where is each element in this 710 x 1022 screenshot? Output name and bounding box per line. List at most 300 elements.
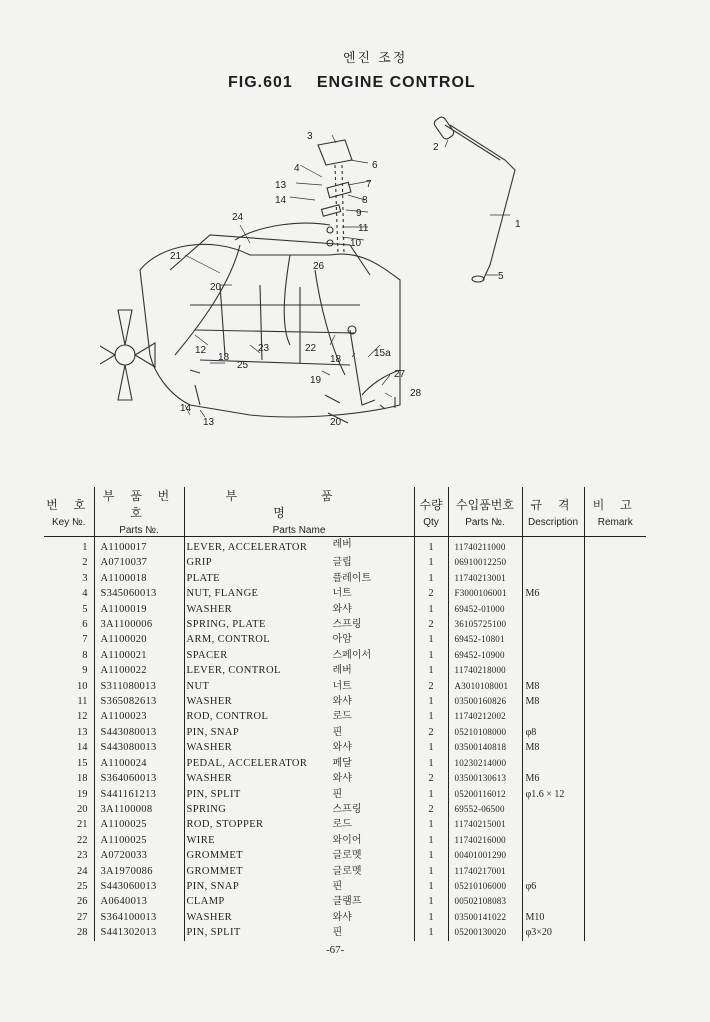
- cell-remark: [584, 537, 646, 556]
- cell-key: 18: [44, 771, 94, 786]
- cell-supplier-no: 10230214000: [448, 756, 522, 771]
- callout-label: 8: [362, 195, 368, 206]
- cell-supplier-no: 36105725100: [448, 617, 522, 632]
- cell-remark: [584, 632, 646, 647]
- cell-part-no: S443080013: [94, 725, 184, 740]
- cell-spec: [522, 537, 584, 556]
- cell-key: 26: [44, 894, 94, 909]
- cell-name: [184, 663, 414, 678]
- cell-part-no: S364060013: [94, 771, 184, 786]
- cell-part-no: S345060013: [94, 586, 184, 601]
- cell-name-en: PIN, SNAP: [186, 726, 240, 738]
- cell-supplier-no: 69552-06500: [448, 802, 522, 817]
- header-part-no: 부 품 번 호 Parts №.: [94, 487, 184, 537]
- table-row: [44, 694, 646, 709]
- table-row: [44, 740, 646, 755]
- table-row: [44, 802, 646, 817]
- cell-qty: 2: [414, 725, 448, 740]
- cell-part-no: A0710037: [94, 555, 184, 570]
- table-header-row: [44, 487, 646, 537]
- cell-part-no: S311080013: [94, 679, 184, 694]
- cell-key: 25: [44, 879, 94, 894]
- cell-key: 1: [44, 537, 94, 556]
- cell-spec: [522, 648, 584, 663]
- cell-qty: 1: [414, 925, 448, 940]
- cell-part-no: S443060013: [94, 879, 184, 894]
- cell-part-no: A0720033: [94, 848, 184, 863]
- cell-name-ko: 와샤: [332, 603, 352, 615]
- cell-part-no: S443080013: [94, 740, 184, 755]
- cell-name-ko: 핀: [332, 927, 343, 939]
- cell-part-no: A1100019: [94, 602, 184, 617]
- cell-remark: [584, 910, 646, 925]
- cell-remark: [584, 848, 646, 863]
- callout-label: 15a: [374, 348, 391, 359]
- callout-label: 7: [366, 179, 372, 190]
- cell-spec: φ1.6 × 12: [522, 787, 584, 802]
- cell-qty: 2: [414, 586, 448, 601]
- cell-name: [184, 725, 414, 740]
- cell-remark: [584, 894, 646, 909]
- cell-name: [184, 694, 414, 709]
- cell-spec: [522, 663, 584, 678]
- cell-supplier-no: 11740213001: [448, 571, 522, 586]
- cell-name: [184, 586, 414, 601]
- cell-spec: φ3×20: [522, 925, 584, 940]
- cell-qty: 2: [414, 617, 448, 632]
- cell-supplier-no: 11740218000: [448, 663, 522, 678]
- callout-label: 10: [350, 238, 362, 249]
- cell-qty: 1: [414, 740, 448, 755]
- callout-label: 23: [258, 343, 270, 354]
- cell-remark: [584, 709, 646, 724]
- cell-name: [184, 648, 414, 663]
- cell-key: 21: [44, 817, 94, 832]
- cell-qty: 1: [414, 787, 448, 802]
- cell-name-ko: 글로멧: [332, 865, 362, 877]
- cell-remark: [584, 879, 646, 894]
- callout-label: 18: [330, 354, 342, 365]
- page-number: -67-: [326, 944, 345, 956]
- cell-supplier-no: 11740211000: [448, 537, 522, 556]
- cell-spec: [522, 617, 584, 632]
- engine-block-outline: [140, 244, 400, 417]
- cell-spec: [522, 571, 584, 586]
- callout-label: 3: [307, 131, 313, 142]
- cell-name-en: GRIP: [186, 557, 213, 569]
- cell-spec: M6: [522, 771, 584, 786]
- callout-label: 11: [358, 223, 369, 234]
- cell-name: [184, 864, 414, 879]
- cell-key: 20: [44, 802, 94, 817]
- cell-name: [184, 571, 414, 586]
- cell-supplier-no: A3010108001: [448, 679, 522, 694]
- cell-name: [184, 925, 414, 940]
- cell-name-ko: 로드: [332, 819, 352, 831]
- cell-name-ko: 스프링: [332, 803, 362, 815]
- cell-supplier-no: 03500130613: [448, 771, 522, 786]
- cell-remark: [584, 648, 646, 663]
- cell-part-no: A0640013: [94, 894, 184, 909]
- cell-spec: [522, 709, 584, 724]
- cell-name-en: SPACER: [186, 649, 228, 661]
- cell-part-no: S364100013: [94, 910, 184, 925]
- cell-spec: φ6: [522, 879, 584, 894]
- cell-name-ko: 너트: [332, 588, 352, 600]
- cell-name: [184, 679, 414, 694]
- table-row: [44, 848, 646, 863]
- cell-key: 6: [44, 617, 94, 632]
- table-row: [44, 709, 646, 724]
- cell-qty: 1: [414, 648, 448, 663]
- callout-label: 27: [394, 369, 406, 380]
- cell-qty: 1: [414, 756, 448, 771]
- table-row: [44, 787, 646, 802]
- cell-spec: [522, 602, 584, 617]
- table-row: [44, 648, 646, 663]
- cell-key: 28: [44, 925, 94, 940]
- cell-name: [184, 879, 414, 894]
- parts-table: [44, 487, 646, 941]
- header-key: 번 호 Key №.: [44, 487, 94, 537]
- cell-name: [184, 910, 414, 925]
- cell-qty: 2: [414, 771, 448, 786]
- cell-remark: [584, 571, 646, 586]
- cell-part-no: 3A1100008: [94, 802, 184, 817]
- figure-title: [228, 74, 476, 92]
- table-row: [44, 679, 646, 694]
- cell-name: [184, 894, 414, 909]
- cell-name: [184, 787, 414, 802]
- table-row: [44, 894, 646, 909]
- cell-name-en: ARM, CONTROL: [186, 634, 271, 646]
- cell-spec: [522, 833, 584, 848]
- cell-name-en: PLATE: [186, 572, 220, 584]
- cell-qty: 1: [414, 879, 448, 894]
- callout-label: 21: [170, 251, 182, 262]
- cell-remark: [584, 833, 646, 848]
- cell-name-ko: 와샤: [332, 773, 352, 785]
- callout-label: 26: [313, 261, 325, 272]
- cell-name-en: NUT: [186, 680, 210, 692]
- table-row: [44, 537, 646, 556]
- cell-supplier-no: 11740217001: [448, 864, 522, 879]
- cell-key: 4: [44, 586, 94, 601]
- cell-remark: [584, 864, 646, 879]
- cell-supplier-no: 00401001290: [448, 848, 522, 863]
- cell-name-en: WASHER: [186, 773, 233, 785]
- callout-label: 4: [294, 163, 300, 174]
- callout-label: 25: [237, 360, 249, 371]
- callout-label: 20: [330, 417, 342, 428]
- cell-remark: [584, 602, 646, 617]
- grip-drawing: [433, 116, 455, 141]
- cell-name-ko: 글로멧: [332, 850, 362, 862]
- cell-name-en: WIRE: [186, 834, 215, 846]
- cell-qty: 1: [414, 864, 448, 879]
- cell-spec: M6: [522, 586, 584, 601]
- cell-name-ko: 스프링: [332, 619, 362, 631]
- cell-qty: 1: [414, 694, 448, 709]
- cell-supplier-no: 05200116012: [448, 787, 522, 802]
- cell-remark: [584, 555, 646, 570]
- cell-qty: 1: [414, 709, 448, 724]
- cell-qty: 1: [414, 833, 448, 848]
- callout-label: 2: [433, 142, 439, 153]
- figure-title-english: ENGINE CONTROL: [316, 74, 476, 91]
- cell-spec: [522, 817, 584, 832]
- cell-name-en: PEDAL, ACCELERATOR: [186, 757, 308, 769]
- cell-name-ko: 로드: [332, 711, 352, 723]
- cell-supplier-no: 11740215001: [448, 817, 522, 832]
- cell-remark: [584, 679, 646, 694]
- cell-key: 2: [44, 555, 94, 570]
- cell-name-en: GROMMET: [186, 850, 243, 862]
- cell-name-en: SPRING: [186, 803, 227, 815]
- table-row: [44, 771, 646, 786]
- table-row: [44, 817, 646, 832]
- cell-name: [184, 555, 414, 570]
- cell-spec: [522, 555, 584, 570]
- cell-name-ko: 아암: [332, 634, 352, 646]
- cell-part-no: A1100025: [94, 817, 184, 832]
- cell-name: [184, 771, 414, 786]
- cell-key: 3: [44, 571, 94, 586]
- cell-part-no: S365082613: [94, 694, 184, 709]
- cell-name-en: WASHER: [186, 911, 233, 923]
- cell-name: [184, 848, 414, 863]
- cell-remark: [584, 771, 646, 786]
- cell-part-no: A1100024: [94, 756, 184, 771]
- cell-spec: φ8: [522, 725, 584, 740]
- cell-name-en: ROD, STOPPER: [186, 819, 264, 831]
- cell-qty: 2: [414, 802, 448, 817]
- cell-part-no: A1100025: [94, 833, 184, 848]
- cell-supplier-no: 11740212002: [448, 709, 522, 724]
- cell-spec: [522, 864, 584, 879]
- cell-name-ko: 와샤: [332, 742, 352, 754]
- cell-remark: [584, 617, 646, 632]
- cell-name-ko: 핀: [332, 880, 343, 892]
- cell-key: 12: [44, 709, 94, 724]
- cell-name-ko: 글립: [332, 557, 352, 569]
- callout-label: 5: [498, 271, 504, 282]
- cell-qty: 1: [414, 571, 448, 586]
- header-supplier-no: 수입품번호 Parts №.: [448, 487, 522, 537]
- cell-supplier-no: 69452-10801: [448, 632, 522, 647]
- parts-table-body: [44, 537, 646, 941]
- callout-label: 19: [310, 375, 322, 386]
- cell-name-en: LEVER, ACCELERATOR: [186, 542, 308, 553]
- cell-remark: [584, 663, 646, 678]
- table-row: [44, 586, 646, 601]
- cell-key: 9: [44, 663, 94, 678]
- cell-spec: [522, 802, 584, 817]
- cell-spec: [522, 894, 584, 909]
- cell-spec: M8: [522, 679, 584, 694]
- cell-part-no: A1100020: [94, 632, 184, 647]
- cell-supplier-no: 03500140818: [448, 740, 522, 755]
- cell-part-no: S441302013: [94, 925, 184, 940]
- cell-name: [184, 756, 414, 771]
- cell-name-en: WASHER: [186, 742, 233, 754]
- cell-remark: [584, 787, 646, 802]
- table-row: [44, 632, 646, 647]
- header-spec: 규 격 Description: [522, 487, 584, 537]
- cell-name-ko: 클램프: [332, 896, 362, 908]
- cell-remark: [584, 925, 646, 940]
- cell-part-no: A1100017: [94, 537, 184, 556]
- callout-label: 12: [195, 345, 207, 356]
- figure-number: FIG.601: [228, 74, 293, 91]
- callout-label: 13: [203, 417, 215, 428]
- cell-name: [184, 802, 414, 817]
- callout-label: 14: [275, 195, 287, 206]
- cell-name: [184, 740, 414, 755]
- cell-remark: [584, 586, 646, 601]
- cell-name-en: PIN, SNAP: [186, 880, 240, 892]
- cell-key: 5: [44, 602, 94, 617]
- header-remark: 비 고 Remark: [584, 487, 646, 537]
- cell-key: 14: [44, 740, 94, 755]
- cell-supplier-no: 00502108083: [448, 894, 522, 909]
- cell-key: 27: [44, 910, 94, 925]
- cell-supplier-no: 11740216000: [448, 833, 522, 848]
- cell-qty: 1: [414, 848, 448, 863]
- title-korean: 엔진 조정: [343, 51, 408, 66]
- callout-label: 1: [515, 219, 521, 230]
- cell-name-ko: 너트: [332, 680, 352, 692]
- cell-remark: [584, 802, 646, 817]
- cell-supplier-no: 06910012250: [448, 555, 522, 570]
- table-row: [44, 925, 646, 940]
- cell-name-en: SPRING, PLATE: [186, 619, 266, 631]
- cell-name-ko: 와샤: [332, 911, 352, 923]
- callout-label: 6: [372, 160, 378, 171]
- cell-key: 8: [44, 648, 94, 663]
- cell-key: 22: [44, 833, 94, 848]
- cell-name-ko: 스페이서: [332, 649, 372, 661]
- cell-qty: 1: [414, 910, 448, 925]
- cell-key: 10: [44, 679, 94, 694]
- cell-remark: [584, 694, 646, 709]
- cell-part-no: 3A1970086: [94, 864, 184, 879]
- accelerator-pedal-drawing: [350, 330, 400, 405]
- cell-name-en: CLAMP: [186, 896, 225, 908]
- table-row: [44, 756, 646, 771]
- cell-name: [184, 632, 414, 647]
- cell-remark: [584, 756, 646, 771]
- cell-part-no: A1100023: [94, 709, 184, 724]
- cell-remark: [584, 740, 646, 755]
- cell-part-no: A1100021: [94, 648, 184, 663]
- cell-key: 23: [44, 848, 94, 863]
- table-row: [44, 602, 646, 617]
- diagram-callouts: [170, 131, 521, 428]
- callout-label: 9: [356, 208, 362, 219]
- cell-key: 19: [44, 787, 94, 802]
- header-name: 부 품 명 Parts Name: [184, 487, 414, 537]
- table-row: [44, 864, 646, 879]
- cell-qty: 2: [414, 679, 448, 694]
- cell-qty: 1: [414, 894, 448, 909]
- callout-label: 18: [218, 352, 230, 363]
- cell-name-en: WASHER: [186, 696, 233, 708]
- cell-name: [184, 537, 414, 556]
- cell-supplier-no: 03500141022: [448, 910, 522, 925]
- callout-label: 24: [232, 212, 244, 223]
- cell-name-ko: 레버: [332, 665, 352, 677]
- cell-name-ko: 페달: [332, 757, 352, 769]
- cell-name: [184, 617, 414, 632]
- cell-name-ko: 와샤: [332, 696, 352, 708]
- cell-name-en: PIN, SPLIT: [186, 788, 241, 800]
- engine-control-diagram: [100, 105, 620, 435]
- cell-part-no: A1100018: [94, 571, 184, 586]
- cell-supplier-no: 05210108000: [448, 725, 522, 740]
- header-qty: 수량 Qty: [414, 487, 448, 537]
- cell-name-ko: 플레이트: [332, 572, 372, 584]
- cell-name-ko: 핀: [332, 788, 343, 800]
- cell-spec: M10: [522, 910, 584, 925]
- table-row: [44, 617, 646, 632]
- cell-supplier-no: 03500160826: [448, 694, 522, 709]
- callout-label: 22: [305, 343, 317, 354]
- callout-label: 28: [410, 388, 422, 399]
- cell-key: 11: [44, 694, 94, 709]
- table-row: [44, 663, 646, 678]
- cell-spec: [522, 848, 584, 863]
- cell-spec: M8: [522, 740, 584, 755]
- plate-drawing: [318, 140, 352, 165]
- cell-supplier-no: 69452-01000: [448, 602, 522, 617]
- cell-name-en: PIN, SPLIT: [186, 927, 241, 939]
- cell-qty: 1: [414, 537, 448, 556]
- cell-part-no: 3A1100006: [94, 617, 184, 632]
- callout-label: 14: [180, 403, 192, 414]
- callout-label: 13: [275, 180, 287, 191]
- cell-remark: [584, 817, 646, 832]
- cell-supplier-no: 05200130020: [448, 925, 522, 940]
- cell-name-en: GROMMET: [186, 865, 243, 877]
- cell-name-en: ROD, CONTROL: [186, 711, 269, 723]
- callout-label: 20: [210, 282, 222, 293]
- table-row: [44, 725, 646, 740]
- cell-qty: 1: [414, 632, 448, 647]
- cell-qty: 1: [414, 555, 448, 570]
- table-row: [44, 833, 646, 848]
- cell-name: [184, 602, 414, 617]
- table-row: [44, 571, 646, 586]
- cell-supplier-no: F3000106001: [448, 586, 522, 601]
- cell-qty: 1: [414, 602, 448, 617]
- cell-key: 13: [44, 725, 94, 740]
- cell-name-en: LEVER, CONTROL: [186, 665, 281, 677]
- cell-name: [184, 817, 414, 832]
- cell-supplier-no: 05210106000: [448, 879, 522, 894]
- cell-part-no: A1100022: [94, 663, 184, 678]
- cell-key: 15: [44, 756, 94, 771]
- cell-spec: [522, 632, 584, 647]
- cell-name-en: WASHER: [186, 603, 233, 615]
- cell-key: 24: [44, 864, 94, 879]
- cell-part-no: S441161213: [94, 787, 184, 802]
- cell-key: 7: [44, 632, 94, 647]
- cell-supplier-no: 69452-10900: [448, 648, 522, 663]
- table-row: [44, 555, 646, 570]
- cell-name-ko: 핀: [332, 726, 343, 738]
- cell-qty: 1: [414, 817, 448, 832]
